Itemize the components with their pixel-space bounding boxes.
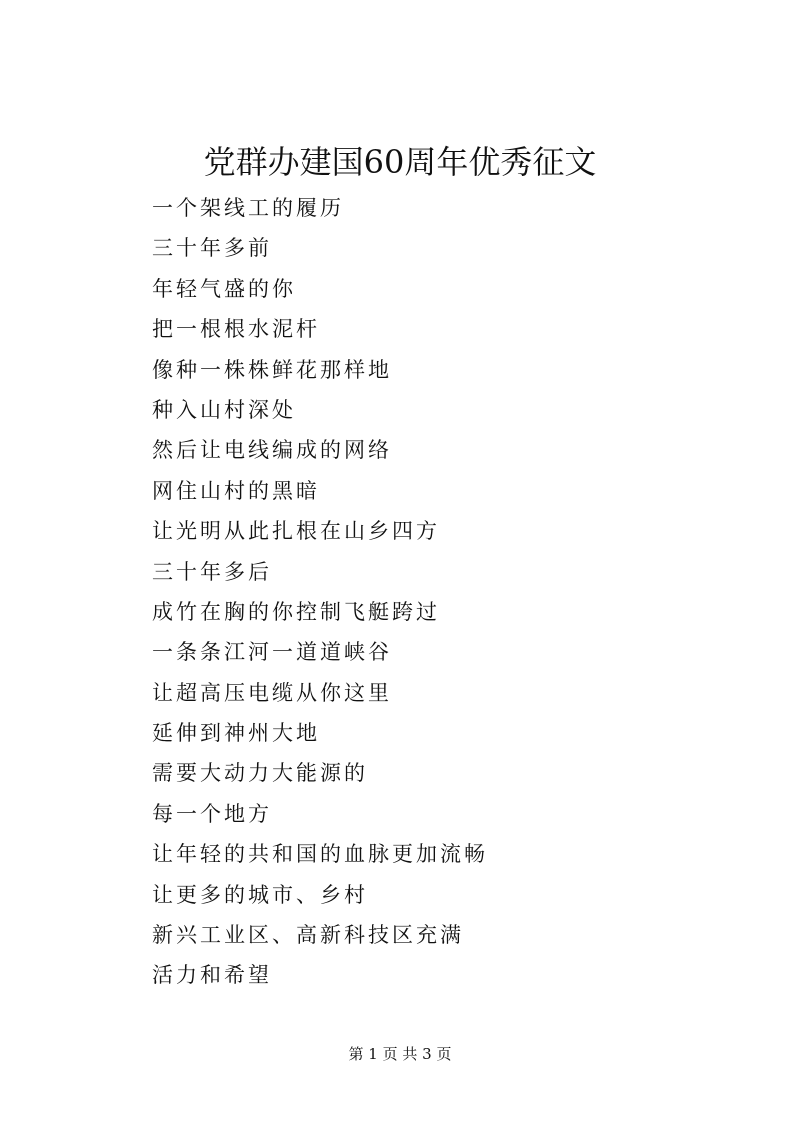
poem-line: 延伸到神州大地 [152, 721, 320, 746]
poem-line: 一条条江河一道道峡谷 [152, 640, 392, 665]
poem-line: 然后让电线编成的网络 [152, 438, 392, 463]
poem-line: 让年轻的共和国的血脉更加流畅 [152, 842, 488, 867]
poem-line: 新兴工业区、高新科技区充满 [152, 923, 464, 948]
poem-line: 三十年多后 [152, 559, 272, 584]
poem-line: 让超高压电缆从你这里 [152, 680, 392, 705]
poem-line: 一个架线工的履历 [152, 196, 344, 220]
poem-line: 成竹在胸的你控制飞艇跨过 [152, 599, 440, 624]
poem-line: 像种一株株鲜花那样地 [152, 357, 392, 382]
poem-line: 年轻气盛的你 [152, 276, 296, 301]
page-number-footer: 第 1 页 共 3 页 [348, 1045, 452, 1063]
poem-line: 让更多的城市、乡村 [152, 882, 368, 907]
poem-line: 需要大动力大能源的 [152, 761, 368, 786]
poem-line: 种入山村深处 [152, 397, 296, 422]
poem-line: 让光明从此扎根在山乡四方 [152, 519, 440, 544]
poem-line: 活力和希望 [152, 963, 272, 988]
poem-line: 网住山村的黑暗 [152, 478, 320, 503]
poem-body [152, 188, 712, 996]
poem-line: 三十年多前 [152, 236, 272, 261]
document-title: 党群办建国60周年优秀征文 [203, 143, 597, 181]
poem-line: 把一根根水泥杆 [152, 317, 320, 342]
poem-line: 每一个地方 [152, 801, 272, 826]
